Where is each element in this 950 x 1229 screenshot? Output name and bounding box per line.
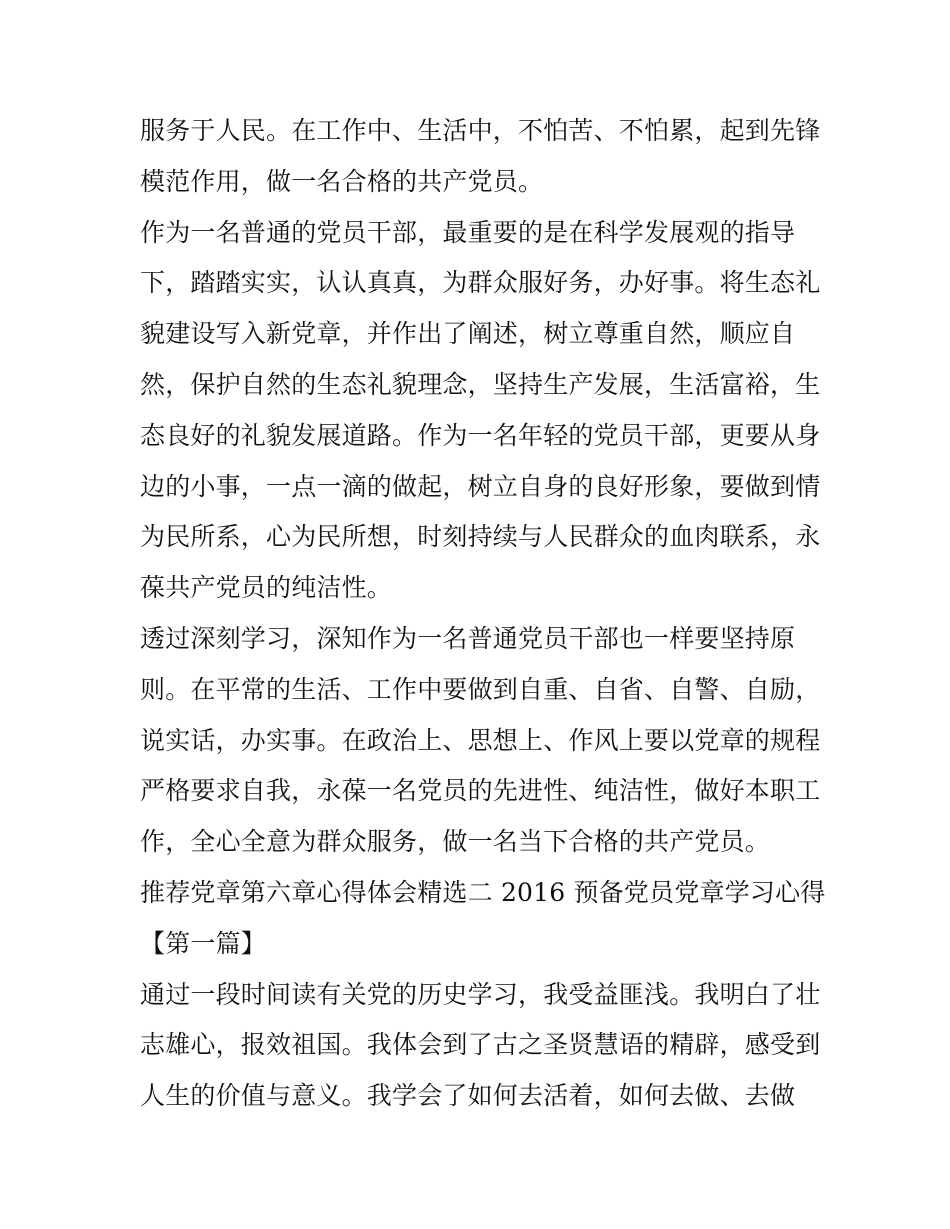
text-line: 下，踏踏实实，认认真真，为群众服好务，办好事。将生态礼 (140, 268, 821, 298)
text-line: 模范作用，做一名合格的共产党员。 (140, 166, 544, 196)
text-line: 为民所系，心为民所想，时刻持续与人民群众的血肉联系，永 (140, 522, 821, 552)
text-line: 作，全心全意为群众服务，做一名当下合格的共产党员。 (140, 827, 771, 857)
text-line: 则。在平常的生活、工作中要做到自重、自省、自警、自励， (140, 674, 821, 704)
text-line: 人生的价值与意义。我学会了如何去活着，如何去做、去做 (140, 1081, 796, 1111)
text-line: 透过深刻学习，深知作为一名普通党员干部也一样要坚持原 (140, 623, 796, 653)
text-line: 作为一名普通的党员干部，最重要的是在科学发展观的指导 (140, 217, 796, 247)
text-line: 态良好的礼貌发展道路。作为一名年轻的党员干部，更要从身 (140, 420, 821, 450)
text-line: 貌建设写入新党章，并作出了阐述，树立尊重自然，顺应自 (140, 319, 796, 349)
section-heading: 推荐党章第六章心得体会精选二 2016 预备党员党章学习心得 (140, 877, 826, 907)
text-line: 服务于人民。在工作中、生活中，不怕苦、不怕累，起到先锋 (140, 116, 821, 145)
body-text (140, 106, 826, 1122)
text-line: 严格要求自我，永葆一名党员的先进性、纯洁性，做好本职工 (140, 776, 821, 806)
text-line: 说实话，办实事。在政治上、思想上、作风上要以党章的规程 (140, 725, 821, 755)
text-line: 志雄心，报效祖国。我体会到了古之圣贤慧语的精辟，感受到 (140, 1030, 821, 1060)
text-line: 葆共产党员的纯洁性。 (140, 573, 393, 603)
text-line: 然，保护自然的生态礼貌理念，坚持生产发展，生活富裕，生 (140, 369, 821, 399)
text-line: 通过一段时间读有关党的历史学习，我受益匪浅。我明白了壮 (140, 979, 821, 1009)
section-subheading: 【第一篇】 (140, 928, 267, 958)
text-line: 边的小事，一点一滴的做起，树立自身的良好形象，要做到情 (140, 471, 821, 501)
